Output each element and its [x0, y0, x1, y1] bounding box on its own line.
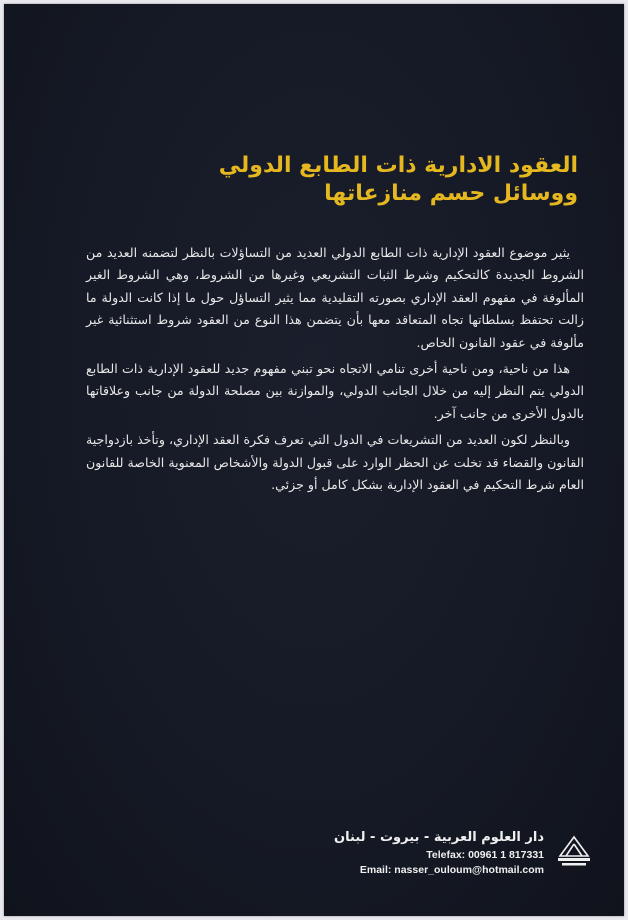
blurb [86, 242, 584, 500]
blurb-paragraph-3: وبالنظر لكون العديد من التشريعات في الدول التي تعرف فكرة العقد الإداري، وتأخذ بازدواجية القانون والقضاء قد تخلت عن الحظر الوارد على قبول الدولة والأشخاص المعنوية الخاصة للقانون العام شرط التحكيم في العقود الإدارية بشكل كامل أو جزئي. [86, 432, 584, 493]
publisher-logo-icon [554, 834, 594, 870]
book-title-line-1: العقود الادارية ذات الطابع الدولي [218, 153, 578, 178]
publisher-info [284, 828, 544, 878]
blurb-paragraph-1: يثير موضوع العقود الإدارية ذات الطابع الدولي العديد من التساؤلات بالنظر لتضمنه العديد من الشروط الجديدة كالتحكيم وشرط الثبات التشريعي وغيرها من الشروط، وهي الشروط الغير المألوفة في مفهوم العقد الإداري بصورته التقليدية مما يثير التساؤل حول ما إذا كانت الدولة ما زالت تحتفظ بسلطاتها تجاه المتعاقد معها بأن يتضمن هذا النوع من العقود شروط استثنائية غير مألوفة في عقود القانون الخاص. [86, 245, 584, 350]
book-title-line-2: ووسائل حسم منازعاتها [324, 181, 578, 206]
publisher-telefax: Telefax: 00961 1 817331 [426, 849, 544, 861]
publisher-email: Email: nasser_ouloum@hotmail.com [359, 864, 544, 876]
publisher-name: دار العلوم العربية - بيروت - لبنان [334, 830, 544, 845]
blurb-paragraph-2: هذا من ناحية، ومن ناحية أخرى تنامي الاتجاه نحو تبني مفهوم جديد للعقود الإدارية ذات الطابع الدولي يتم النظر إليه من خلال الجانب الدولي، والموازنة بين مصلحة الدولة من جانب وعلاقاتها بالدول الأخرى من جانب آخر. [86, 361, 584, 421]
back-cover [4, 4, 624, 916]
